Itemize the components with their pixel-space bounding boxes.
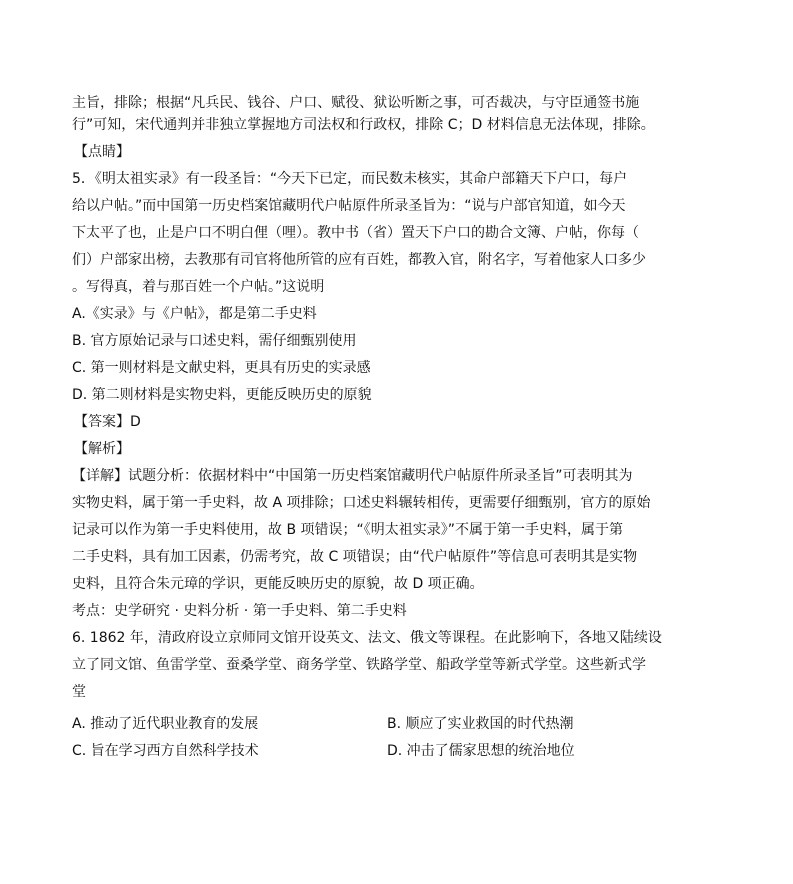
q5-detail-line-4: 二手史料，具有加工因素，仍需考究，故 C 项错误；由“代户帖原件”等信息可表明其是实物 — [72, 549, 638, 565]
q5-kaodian: 考点：史学研究 · 史料分析 · 第一手史料、第二手史料 — [72, 603, 407, 619]
q5-option-b: B. 官方原始记录与口述史料，需仔细甄别使用 — [72, 333, 357, 349]
intro-line-1: 主旨，排除；根据“凡兵民、钱谷、户口、赋役、狱讼听断之事，可否裁决，与守臣通签书施 — [72, 95, 640, 111]
intro-line-2: 行”可知，宋代通判并非独立掌握地方司法权和行政权，排除 C；D 材料信息无法体现，排除。 — [72, 117, 655, 133]
q6-stem-line-1: 6. 1862 年，清政府设立京师同文馆开设英文、法文、俄文等课程。在此影响下，各地又陆续设 — [72, 630, 662, 646]
q5-option-a: A.《实录》与《户帖》，都是第二手史料 — [72, 306, 317, 322]
q6-stem-line-2: 立了同文馆、鱼雷学堂、蚕桑学堂、商务学堂、铁路学堂、船政学堂等新式学堂。这些新式学 — [72, 657, 646, 673]
q5-analysis-tag: 【解析】 — [74, 441, 130, 457]
document-page — [72, 92, 732, 762]
q5-detail-line-3: 记录可以作为第一手史料使用，故 B 项错误；“《明太祖实录》”不属于第一手史料，属于第 — [72, 522, 624, 538]
question-5 — [72, 168, 732, 627]
q5-stem-line-2: 给以户帖。”而中国第一历史档案馆藏明代户帖原件所录圣旨为：“说与户部官知道，如今天 — [72, 198, 626, 214]
q5-option-c: C. 第一则材料是文献史料，更具有历史的实录感 — [72, 360, 371, 376]
q5-stem-line-5: 。写得真，着与那百姓一个户帖。”这说明 — [72, 279, 325, 295]
q6-option-d: D. 冲击了儒家思想的统治地位 — [387, 743, 575, 759]
q6-option-a: A. 推动了近代职业教育的发展 — [72, 716, 259, 732]
q5-detail-line-2: 实物史料，属于第一手史料，故 A 项排除；口述史料辗转相传，更需要仔细甄别，官方的原始 — [72, 495, 651, 511]
q5-stem-line-1: 5．《明太祖实录》有一段圣旨：“今天下已定，而民数未核实，其命户部籍天下户口，每户 — [72, 171, 628, 187]
q6-option-row-1 — [72, 713, 732, 735]
dianjing-tag: 【点睛】 — [74, 144, 130, 160]
q5-stem-line-3: 下太平了也，止是户口不明白俚（哩）。教中书（省）置天下户口的勘合文簿、户帖，你每（ — [72, 225, 639, 241]
q5-answer: 【答案】D — [74, 414, 141, 430]
question-6 — [72, 627, 732, 762]
q5-option-d: D. 第二则材料是实物史料，更能反映历史的原貌 — [72, 387, 372, 403]
q6-option-c: C. 旨在学习西方自然科学技术 — [72, 743, 259, 759]
q5-detail-line-5: 史料，且符合朱元璋的学识，更能反映历史的原貌，故 D 项正确。 — [72, 576, 484, 592]
q5-detail-line-1: 【详解】试题分析：依据材料中“中国第一历史档案馆藏明代户帖原件所录圣旨”可表明其为 — [72, 468, 633, 484]
q5-stem-line-4: 们）户部家出榜，去教那有司官将他所管的应有百姓，都教入官，附名字，写着他家人口多少 — [72, 252, 646, 268]
q6-stem-line-3: 堂 — [72, 684, 86, 700]
q6-option-row-2 — [72, 740, 732, 762]
q6-option-b: B. 顺应了实业救国的时代热潮 — [387, 716, 574, 732]
